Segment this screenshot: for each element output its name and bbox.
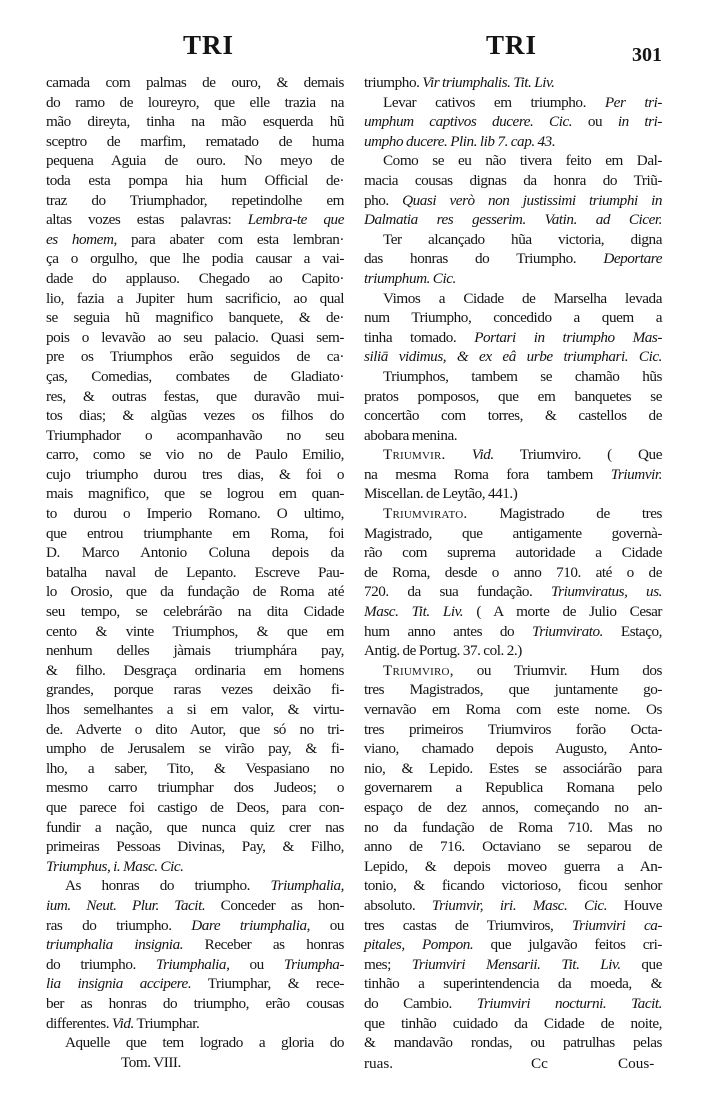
text-span: Magistrado, que antigamente governà-	[364, 524, 662, 542]
latin-italic-text: in tri-	[617, 113, 663, 131]
text-line	[364, 93, 662, 113]
text-span: ou	[229, 955, 284, 973]
text-line	[46, 93, 344, 113]
text-span: num Triumpho, concedido a quem a	[364, 309, 662, 327]
text-line	[46, 739, 344, 759]
text-line	[364, 289, 662, 309]
text-span: Ter alcançado hũa victoria, digna	[383, 230, 662, 248]
latin-italic-text: ium. Neut. Plur. Tacit.	[46, 896, 206, 914]
text-line	[364, 151, 662, 171]
text-line	[364, 563, 662, 583]
text-span: Triumviro. ( Que	[493, 446, 662, 464]
text-span: lio, fazia a Jupiter hum sacrificio, ao qual	[46, 289, 344, 307]
text-span: concertão com torres, & castellos de	[364, 407, 662, 425]
text-span: mão direyta, tinha na mão esquerda hũ	[46, 113, 344, 131]
text-span: espaço de dez annos, começando no an-	[364, 798, 662, 816]
text-line	[364, 680, 662, 700]
text-span: Triumphar, & rece-	[191, 975, 344, 993]
latin-italic-text: Dare triumphalia	[191, 916, 307, 934]
text-line	[364, 700, 662, 720]
text-line	[364, 641, 662, 661]
left-running-head: TRI	[183, 30, 235, 60]
text-line	[46, 171, 344, 191]
text-span: res, & outras festas, que duravão mui-	[46, 387, 344, 405]
text-span: no da fundação de Roma 710. Mas no	[364, 818, 662, 836]
text-span	[446, 446, 472, 463]
text-line	[46, 720, 344, 740]
text-span: Magistrado de tres	[467, 505, 662, 523]
text-span: mes;	[364, 955, 412, 973]
latin-italic-text: Triumvir, iri. Masc. Cic.	[431, 896, 608, 914]
text-line	[46, 641, 344, 661]
text-span: macia cousas dignas da honra do Triũ-	[364, 171, 662, 189]
text-span: batalha naval de Lepanto. Escreve Pau-	[46, 563, 344, 581]
text-span: nenhum delles jàmais triumphára pay,	[46, 642, 344, 660]
text-line	[46, 308, 344, 328]
text-span: , para abater com esta lembran·	[113, 230, 345, 248]
text-span: que	[620, 955, 662, 973]
text-line	[364, 347, 662, 367]
left-column	[46, 73, 344, 1072]
text-line	[46, 426, 344, 446]
text-line	[364, 1033, 662, 1053]
text-line	[364, 210, 662, 230]
text-line	[364, 465, 662, 485]
text-span: das honras do Triumpho.	[364, 250, 604, 268]
page-number: 301	[632, 44, 662, 66]
text-span: dade do applauso. Chegado ao Capito·	[46, 269, 344, 287]
text-span: viano, chamado depois Augusto, Anto-	[364, 740, 662, 758]
text-span: mesmo carro triumphar dos Judeos; o	[46, 779, 344, 797]
text-span: & filho. Desgraça ordinaria em homens	[46, 661, 344, 679]
text-line	[364, 798, 662, 818]
text-line	[46, 935, 344, 955]
text-span: governarem a Republica Romana pelo	[364, 779, 662, 797]
text-span: Estaço,	[603, 622, 662, 640]
latin-italic-text: lia insignia accipere.	[46, 975, 192, 993]
latin-italic-text: Triumphalia,	[270, 877, 344, 895]
right-running-head: TRI	[486, 30, 538, 60]
text-span: tres primeiros Triumviros forão Octa-	[364, 720, 662, 738]
text-line	[364, 720, 662, 740]
text-line	[364, 524, 662, 544]
text-span: ça o orgulho, que lhe podia causar a vai-	[46, 250, 344, 268]
text-span: lho, a saber, Tito, & Vespasiano no	[46, 759, 344, 777]
text-span: tos dias; & algũas vezes os filhos do	[46, 407, 344, 425]
text-span: Antig. de Portug. 37. col. 2.)	[364, 642, 522, 660]
text-line	[364, 543, 662, 563]
latin-italic-text: Dalmatia res gesserim. Vatin. ad Cicer.	[364, 211, 662, 229]
text-line	[46, 857, 344, 877]
text-line	[46, 406, 344, 426]
text-line	[364, 112, 662, 132]
text-span: mais magnifico, que se logrou em quan-	[46, 485, 344, 503]
text-line	[364, 739, 662, 759]
latin-italic-text: Triumvir.	[610, 465, 662, 483]
text-line	[364, 367, 662, 387]
latin-italic-text: Triumpha-	[283, 955, 344, 973]
latin-italic-text: Lembra-te que	[247, 211, 344, 229]
text-span: na mesma Roma fora tambem	[364, 465, 611, 483]
text-span: pratos pomposos, que em banquetes se	[364, 387, 662, 405]
text-line	[364, 406, 662, 426]
text-line	[364, 955, 662, 975]
text-line	[364, 622, 662, 642]
text-line	[364, 876, 662, 896]
text-span: que entrou triumphante em Roma, foi	[46, 524, 344, 542]
latin-italic-text: Portari in triumpho Mas-	[474, 328, 662, 346]
text-line	[364, 857, 662, 877]
latin-italic-text: triumphum. Cic.	[364, 269, 456, 287]
latin-italic-text: pitales, Pompon.	[364, 936, 474, 954]
text-line	[46, 191, 344, 211]
text-line	[46, 328, 344, 348]
text-span: Lepido, & depois moveo guerra a An-	[364, 857, 662, 875]
text-span: Houve	[607, 896, 663, 914]
text-line	[46, 974, 344, 994]
text-line	[46, 916, 344, 936]
text-line	[46, 602, 344, 622]
text-line	[364, 132, 662, 152]
text-line	[46, 622, 344, 642]
text-span: to durou o Imperio Romano. O ultimo,	[46, 505, 344, 523]
latin-italic-text: es homem	[46, 230, 114, 248]
text-span: ( A morte de Julio Cesar	[463, 603, 662, 621]
text-line	[46, 798, 344, 818]
text-span: rão com suprema autoridade a Cidade	[364, 544, 662, 562]
text-line	[46, 387, 344, 407]
text-line	[46, 132, 344, 152]
text-span: tinha tomado.	[364, 328, 475, 346]
text-span: tinhão a superintendencia da moeda, &	[364, 975, 662, 993]
text-span: ber as honras do triumpho, erão cousas	[46, 994, 344, 1012]
latin-italic-text: Masc. Tit. Liv.	[364, 603, 464, 621]
latin-italic-text: Triumphus, i. Masc. Cic.	[46, 857, 184, 875]
text-line	[46, 367, 344, 387]
text-line	[46, 994, 344, 1014]
text-line	[46, 230, 344, 250]
text-span: differentes.	[46, 1014, 112, 1032]
text-line	[46, 73, 344, 93]
text-line	[364, 935, 662, 955]
text-line	[364, 582, 662, 602]
text-span: do ramo de loureyro, que elle trazia na	[46, 93, 344, 111]
text-span: vernavão em Roma com este nome. Os	[364, 701, 662, 718]
text-line	[364, 171, 662, 191]
text-span: Como se eu não tivera feito em Dal-	[383, 152, 662, 170]
text-span: As honras do triumpho.	[65, 877, 271, 895]
text-line	[364, 308, 662, 328]
text-span: Aquelle que tem logrado a gloria do	[65, 1034, 344, 1052]
latin-italic-text: Vid.	[111, 1014, 134, 1032]
latin-italic-text: Per tri-	[604, 93, 662, 111]
text-span: hum anno antes do	[364, 622, 533, 640]
text-line	[364, 426, 662, 446]
latin-italic-text: siliā vidimus, & ex eâ urbe triumphari. Cic.	[364, 348, 662, 366]
text-span: que parece foi castigo de Deos, para con-	[46, 798, 344, 816]
text-line	[46, 269, 344, 289]
text-line	[46, 563, 344, 583]
text-line	[46, 818, 344, 838]
text-span: nio, & Lepido. Estes se associárão para	[364, 759, 662, 777]
text-span: absoluto.	[364, 896, 432, 914]
text-line	[364, 759, 662, 779]
text-span: & mandavão rondas, ou patrulhas pelas	[364, 1034, 662, 1052]
right-column	[364, 73, 662, 1053]
latin-italic-text: Triumvirato.	[532, 622, 604, 640]
text-line	[46, 524, 344, 544]
latin-italic-text: Triumviri Mensarii. Tit. Liv.	[411, 955, 621, 973]
text-span: ras do triumpho.	[46, 916, 192, 934]
latin-italic-text: Triumviri ca-	[572, 916, 663, 934]
text-span: ou	[572, 113, 618, 131]
text-span: de Roma, desde o anno 710. até o de	[364, 563, 662, 581]
text-line	[46, 543, 344, 563]
text-line	[364, 445, 662, 465]
text-span: camada com palmas de ouro, & demais	[46, 74, 344, 91]
text-line	[364, 974, 662, 994]
text-line	[364, 818, 662, 838]
text-line	[46, 347, 344, 367]
text-line	[364, 994, 662, 1014]
text-line	[364, 484, 662, 504]
text-span: toda esta pompa hia hum Official de·	[46, 171, 344, 189]
text-line	[46, 778, 344, 798]
text-span: lhos semelhantes a si em valor, & virtu-	[46, 701, 344, 718]
text-span: cento & vinte Triumphos, & que em	[46, 622, 344, 640]
text-line	[364, 602, 662, 622]
headword: Triumviro,	[383, 661, 454, 679]
text-span: do Cambio.	[364, 994, 477, 1012]
text-line	[364, 328, 662, 348]
text-span: do triumpho.	[46, 955, 156, 973]
text-span: ou Triumvir. Hum dos	[453, 661, 662, 679]
text-span: umpho de Jerusalem se virão pay, & fi-	[46, 740, 344, 758]
text-span: se seguia hũ magnifico banquete, & de·	[46, 309, 344, 327]
text-span: D. Marco Antonio Coluna depois da	[46, 544, 344, 562]
latin-italic-text: Triumviri nocturni. Tacit.	[476, 994, 662, 1012]
text-span: Triumphador o acompanhavão no seu	[46, 426, 344, 444]
text-line	[46, 955, 344, 975]
text-span: Levar cativos em triumpho.	[383, 93, 605, 111]
latin-italic-text: Vir triumphalis. Tit. Liv.	[422, 74, 555, 91]
text-span: ças, Comedias, combates de Gladiato·	[46, 367, 344, 385]
headword: Triumvirato.	[383, 505, 468, 523]
text-line	[46, 484, 344, 504]
final-line: ruas.	[364, 1055, 394, 1072]
text-line	[46, 210, 344, 230]
text-span: de. Adverte o dito Autor, que só no tri-	[46, 720, 344, 738]
text-line	[364, 230, 662, 250]
text-line	[364, 191, 662, 211]
latin-italic-text: Quasi verò non justissimi triumphi in	[402, 191, 662, 209]
latin-italic-text: triumphalia insignia.	[46, 936, 184, 954]
text-line	[46, 837, 344, 857]
text-line	[46, 759, 344, 779]
text-span: tonio, & ficando victorioso, ficou senhor	[364, 877, 662, 895]
text-span: tres Magistrados, que juntamente go-	[364, 681, 662, 699]
text-span: anno de 716. Octaviano se separou de	[364, 838, 662, 856]
latin-italic-text: umphum captivos ducere. Cic.	[364, 113, 573, 131]
latin-italic-text: umpho ducere. Plin. lib 7. cap. 43.	[364, 132, 556, 150]
text-line	[46, 896, 344, 916]
text-span: Receber as honras	[183, 936, 344, 954]
text-line	[364, 916, 662, 936]
text-line	[46, 680, 344, 700]
text-line	[364, 387, 662, 407]
right-column-footer	[364, 1054, 662, 1074]
text-line	[46, 876, 344, 896]
text-line	[364, 269, 662, 289]
text-span: triumpho.	[364, 74, 423, 91]
latin-italic-text: Triumphalia,	[155, 955, 230, 973]
volume-signature: Tom. VIII.	[121, 1053, 181, 1071]
text-span: Triumphar.	[133, 1014, 200, 1032]
text-line	[46, 1033, 344, 1053]
text-line	[364, 1014, 662, 1034]
text-span: Conceder as hon-	[205, 896, 344, 914]
headword: Triumvir.	[383, 446, 446, 464]
text-span: 720. da sua fundação.	[364, 583, 551, 601]
text-span: fundir a nação, que nunca quiz crer nas	[46, 818, 344, 836]
text-span: abobara menina.	[364, 426, 458, 444]
text-line	[364, 73, 662, 93]
text-line	[46, 151, 344, 171]
text-span: Miscellan. de Leytão, 441.)	[364, 485, 518, 503]
text-span: sceptro de marfim, rematado de huma	[46, 132, 344, 150]
text-span: lo Orosio, que da fundação de Roma até	[46, 583, 344, 601]
text-span: , ou	[306, 916, 344, 934]
text-span: primeiras Pessoas Divinas, Pay, & Filho,	[46, 838, 344, 856]
latin-italic-text: Vid.	[471, 446, 494, 464]
text-span: carro, como se vio no de Paulo Emilio,	[46, 446, 344, 464]
text-line	[364, 778, 662, 798]
text-line	[46, 249, 344, 269]
text-line	[46, 289, 344, 309]
text-span: grandes, porque raras vezes deixão fi-	[46, 681, 344, 699]
signature-mark: Cc	[531, 1055, 548, 1072]
text-line	[364, 896, 662, 916]
text-span: Vimos a Cidade de Marselha levada	[383, 289, 662, 307]
text-line	[364, 249, 662, 269]
text-span: pre os Triumphos erão seguidos de ca·	[46, 348, 344, 366]
text-span: Triumphos, tambem se chamão hũs	[383, 367, 662, 385]
text-line	[46, 700, 344, 720]
text-line	[46, 582, 344, 602]
text-span: seu tempo, se celebrárão na dita Cidade	[46, 603, 344, 621]
text-line	[46, 465, 344, 485]
text-span: altas vozes estas palavras:	[46, 211, 248, 229]
text-span: pois o levavão ao seu palacio. Quasi sem-	[46, 328, 344, 346]
text-span: cujo triumpho durou tres dias, & foi o	[46, 465, 344, 483]
text-span: pho.	[364, 191, 403, 209]
text-span: pequena Aguia de ouro. No meyo de	[46, 152, 344, 170]
text-span: que tinhão cuidado da Cidade de noite,	[364, 1014, 662, 1032]
text-line	[364, 837, 662, 857]
text-line	[364, 504, 662, 524]
text-line	[46, 112, 344, 132]
catchword: Cous-	[618, 1055, 655, 1072]
text-span: tres castas de Triumviros,	[364, 916, 572, 934]
text-span: que julgavão feitos cri-	[473, 936, 662, 954]
latin-italic-text: Triumviratus, us.	[551, 583, 663, 601]
text-line	[46, 1014, 344, 1034]
text-line	[46, 504, 344, 524]
text-line	[364, 661, 662, 681]
latin-italic-text: Deportare	[603, 250, 662, 268]
text-span: traz do Triumphador, repetindolhe em	[46, 191, 344, 209]
text-line	[46, 445, 344, 465]
text-line	[46, 661, 344, 681]
